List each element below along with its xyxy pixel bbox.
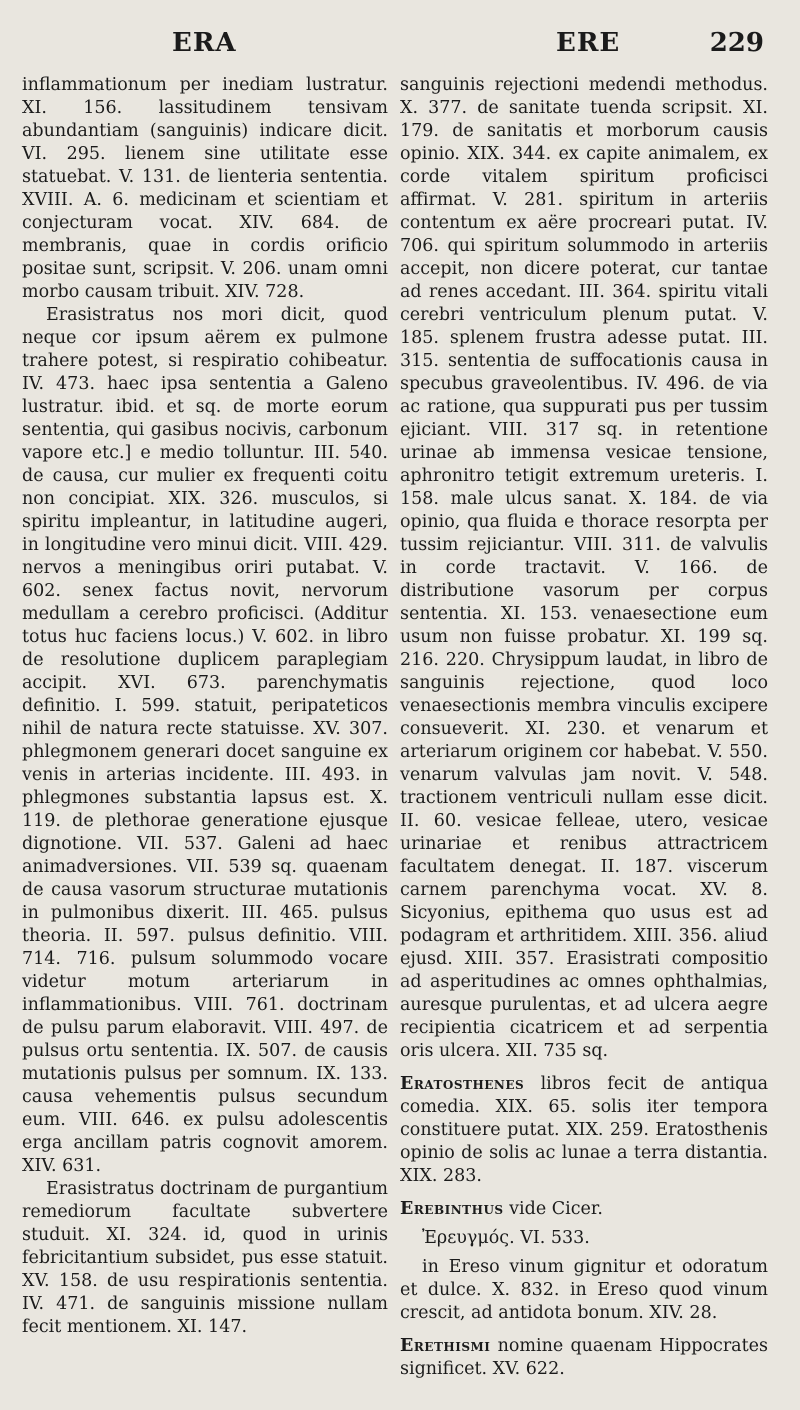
left-paragraph-3: Erasistratus doctrinam de purgantium remediorum facultate subvertere studuit. XI. 324. id, quod in urinis febricitantium subsidet, pus esse statuit. XV. 158. de usu respirationis sententia. IV. 471. de sanguinis missione nullam fecit mentionem. XI. 147. <box>22 1179 388 1337</box>
entry-name-erethismi: Erethismi <box>400 1336 491 1356</box>
right-paragraph-1: sanguinis rejectioni medendi methodus. X. 377. de sanitate tuenda scripsit. XI. 179. de sanitatis et morborum causis opinio. XIX. 344. ex capite animalem, ex corde vitalem spiritum proficisci affirmat. V. 281. spiritum in arteriis contentum ex aëre procreari putat. IV. 706. qui spiritum solummodo in arteriis accepit, non dicere poterat, cur tantae ad renes accedant. III. 364. spiritu vitali cerebri ventriculum plenum putat. V. 185. splenem frustra adesse putat. III. 315. sententia de suffocationis causa in specubus graveolentibus. IV. 496. de via ac ratione, qua suppurati pus per tussim ejiciant. VIII. 317 sq. in retentione urinae ab immensa vesicae tensione, aphronitro tetigit extremum ureteris. I. 158. male ulcus sanat. X. 184. de via opinio, qua fluida e thorace resorpta per tussim rejiciantur. VIII. 311. de valvulis in corde tractavit. V. 166. de distributione vasorum per corpus sententia. XI. 153. venaesectione eum usum non fuisse probatur. XI. 199 sq. 216. 220. Chrysippum laudat, in libro de sanguinis rejectione, quod loco venaesectionis membra vinculis excipere consueverit. XI. 230. et venarum et arteriarum originem cor habebat. V. 550. venarum valvulas jam novit. V. 548. tractionem ventriculi nullam esse dicit. II. 60. vesicae felleae, utero, vesicae urinariae et renibus attractricem facultatem denegat. II. 187. viscerum carnem parenchyma vocat. XV. 8. Sicyonius, epithema quo usus est ad podagram et arthritidem. XIII. 356. aliud ejusd. XIII. 357. Erasistrati compositio ad asperitudines ac omnes ophthalmias, auresque purulentas, et ad ulcera aegre recipientia cicatricem et ad serpentia oris ulcera. XII. 735 sq. <box>400 75 768 1061</box>
left-paragraph-1: inflammationum per inediam lustratur. XI. 156. lassitudinem tensivam abundantiam (sanguinis) indicare dicit. VI. 295. lienem sine utilitate esse statuebat. V. 131. de lienteria sententia. XVIII. A. 6. medicinam et scientiam et conjecturam vocat. XIV. 684. de membranis, quae in cordis orificio positae sunt, scripsit. V. 206. unam omni morbo causam tribuit. XIV. 728. <box>22 75 388 302</box>
entry-erebinthus <box>400 1198 768 1221</box>
entry-erethismi <box>400 1335 768 1381</box>
entry-text-erebinthus: vide Cicer. <box>503 1199 603 1219</box>
entry-name-eratosthenes: Eratosthenes <box>400 1074 525 1094</box>
entry-name-erebinthus: Erebinthus <box>400 1199 504 1219</box>
page-number: 229 <box>709 28 764 58</box>
header-right: ERE <box>556 28 621 58</box>
entry-ereso: in Ereso vinum gignitur et odoratum et dulce. X. 832. in Ereso quod vinum crescit, ad antidota bonum. XIV. 28. <box>400 1257 768 1323</box>
left-paragraph-2: Erasistratus nos mori dicit, quod neque cor ipsum aërem ex pulmone trahere potest, si respiratio cohibeatur. IV. 473. haec ipsa sententia a Galeno lustratur. ibid. et sq. de morte eorum sententia, qui gasibus nocivis, carbonum vapore etc.] e medio tolluntur. III. 540. de causa, cur mulier ex frequenti coitu non concipiat. XIX. 326. musculos, si spiritu impleantur, in latitudine augeri, in longitudine vero minui dicit. VIII. 429. nervos a meningibus oriri putabat. V. 602. senex factus novit, nervorum medullam a cerebro proficisci. (Additur totus huc faciens locus.) V. 602. in libro de resolutione duplicem paraplegiam accipit. XVI. 673. parenchymatis definitio. I. 599. statuit, peripateticos nihil de natura recte statuisse. XV. 307. phlegmonem generari docet sanguine ex venis in arterias incidente. III. 493. in phlegmones substantia lapsus est. X. 119. de plethorae generatione ejusque dignotione. VII. 537. Galeni ad haec animadversiones. VII. 539 sq. quaenam de causa vasorum structurae mutationis in pulmonibus dixerit. III. 465. pulsus theoria. II. 597. pulsus definitio. VIII. 714. 716. pulsum solummodo vocare videtur motum arteriarum in inflammationibus. VIII. 761. doctrinam de pulsu parum elaboravit. VIII. 497. de pulsus ortu sententia. IX. 507. de causis mutationis pulsus per somnum. IX. 133. causa vehementis pulsus secundum eum. VIII. 646. ex pulsu adolescentis erga ancillam patris cognovit amorem. XIV. 631. <box>22 305 388 1176</box>
entry-text-eratosthenes: libros fecit de antiqua comedia. XIX. 65. solis iter tempora constituere putat. XIX. 259. Eratosthenis opinio de solis ac lunae a terra distantia. XIX. 283. <box>400 1074 768 1186</box>
left-column <box>22 74 388 1339</box>
entry-text-erethismi: nomine quaenam Hippocrates significet. XV. 622. <box>400 1336 768 1379</box>
header-left: ERA <box>172 28 237 58</box>
entry-eratosthenes <box>400 1073 768 1188</box>
entry-greek: Ἐρευγμός. VI. 533. <box>422 1228 590 1248</box>
running-header <box>0 28 800 62</box>
right-column <box>400 74 768 1381</box>
